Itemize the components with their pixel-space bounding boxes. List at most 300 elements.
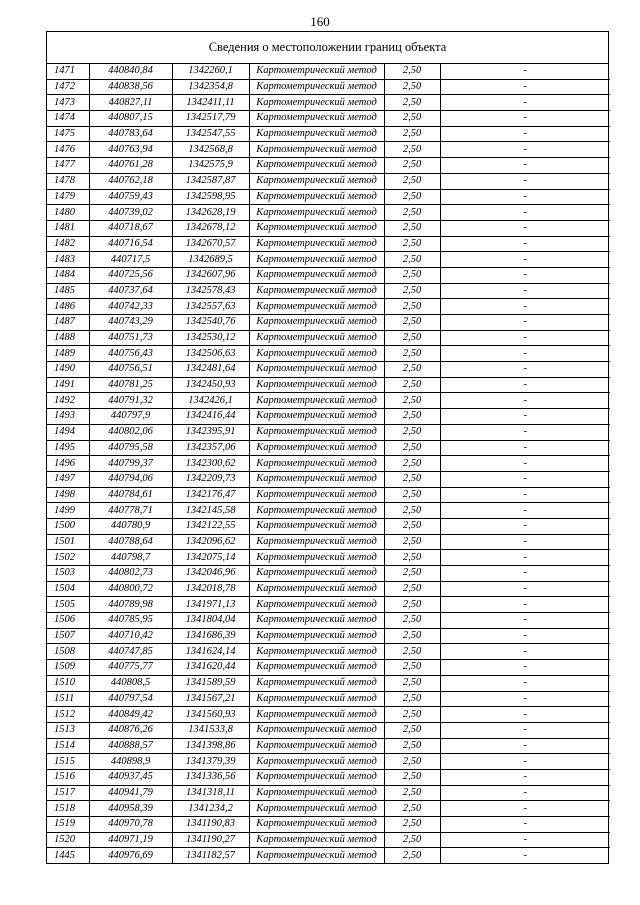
y-coordinate-cell: 1342209,73 <box>172 471 249 487</box>
x-coordinate-cell: 440737,64 <box>89 283 172 299</box>
table-row <box>47 283 610 299</box>
description-cell: - <box>440 409 610 425</box>
x-coordinate-cell: 440789,98 <box>89 597 172 613</box>
method-cell: Картометрический метод <box>249 754 384 770</box>
method-cell: Картометрический метод <box>249 362 384 378</box>
table-row <box>47 189 610 205</box>
x-coordinate-cell: 440763,94 <box>89 142 172 158</box>
y-coordinate-cell: 1341624,14 <box>172 644 249 660</box>
x-coordinate-cell: 440710,42 <box>89 628 172 644</box>
table-row <box>47 64 610 79</box>
x-coordinate-cell: 440759,43 <box>89 189 172 205</box>
x-coordinate-cell: 440725,56 <box>89 267 172 283</box>
accuracy-cell: 2,50 <box>384 660 440 676</box>
table-row <box>47 362 610 378</box>
accuracy-cell: 2,50 <box>384 722 440 738</box>
x-coordinate-cell: 440976,69 <box>89 848 172 863</box>
x-coordinate-cell: 440898,9 <box>89 754 172 770</box>
method-cell: Картометрический метод <box>249 220 384 236</box>
x-coordinate-cell: 440802,73 <box>89 566 172 582</box>
table-row <box>47 377 610 393</box>
table-row <box>47 817 610 833</box>
accuracy-cell: 2,50 <box>384 283 440 299</box>
description-cell: - <box>440 613 610 629</box>
accuracy-cell: 2,50 <box>384 440 440 456</box>
accuracy-cell: 2,50 <box>384 64 440 79</box>
table-row <box>47 424 610 440</box>
accuracy-cell: 2,50 <box>384 628 440 644</box>
method-cell: Картометрический метод <box>249 503 384 519</box>
accuracy-cell: 2,50 <box>384 832 440 848</box>
y-coordinate-cell: 1341560,93 <box>172 707 249 723</box>
description-cell: - <box>440 785 610 801</box>
point-number-cell: 1490 <box>47 362 89 378</box>
table-row <box>47 173 610 189</box>
x-coordinate-cell: 440970,78 <box>89 817 172 833</box>
method-cell: Картометрический метод <box>249 613 384 629</box>
x-coordinate-cell: 440827,11 <box>89 95 172 111</box>
description-cell: - <box>440 64 610 79</box>
point-number-cell: 1516 <box>47 769 89 785</box>
method-cell: Картометрический метод <box>249 205 384 221</box>
x-coordinate-cell: 440797,54 <box>89 691 172 707</box>
point-number-cell: 1518 <box>47 801 89 817</box>
description-cell: - <box>440 801 610 817</box>
accuracy-cell: 2,50 <box>384 236 440 252</box>
x-coordinate-cell: 440941,79 <box>89 785 172 801</box>
accuracy-cell: 2,50 <box>384 471 440 487</box>
x-coordinate-cell: 440778,71 <box>89 503 172 519</box>
y-coordinate-cell: 1341318,11 <box>172 785 249 801</box>
y-coordinate-cell: 1342517,79 <box>172 111 249 127</box>
description-cell: - <box>440 362 610 378</box>
description-cell: - <box>440 675 610 691</box>
accuracy-cell: 2,50 <box>384 754 440 770</box>
point-number-cell: 1481 <box>47 220 89 236</box>
table-row <box>47 95 610 111</box>
page-number: 160 <box>310 14 330 29</box>
method-cell: Картометрический метод <box>249 817 384 833</box>
table-row <box>47 722 610 738</box>
accuracy-cell: 2,50 <box>384 769 440 785</box>
method-cell: Картометрический метод <box>249 315 384 331</box>
y-coordinate-cell: 1341182,57 <box>172 848 249 863</box>
x-coordinate-cell: 440756,43 <box>89 346 172 362</box>
method-cell: Картометрический метод <box>249 440 384 456</box>
y-coordinate-cell: 1342598,95 <box>172 189 249 205</box>
point-number-cell: 1502 <box>47 550 89 566</box>
point-number-cell: 1520 <box>47 832 89 848</box>
y-coordinate-cell: 1342046,96 <box>172 566 249 582</box>
description-cell: - <box>440 173 610 189</box>
table-row <box>47 581 610 597</box>
x-coordinate-cell: 440800,72 <box>89 581 172 597</box>
point-number-cell: 1491 <box>47 377 89 393</box>
point-number-cell: 1485 <box>47 283 89 299</box>
table-row <box>47 754 610 770</box>
table-row <box>47 660 610 676</box>
method-cell: Картометрический метод <box>249 456 384 472</box>
method-cell: Картометрический метод <box>249 111 384 127</box>
accuracy-cell: 2,50 <box>384 550 440 566</box>
description-cell: - <box>440 707 610 723</box>
x-coordinate-cell: 440971,19 <box>89 832 172 848</box>
description-cell: - <box>440 236 610 252</box>
table-row <box>47 158 610 174</box>
method-cell: Картометрический метод <box>249 597 384 613</box>
description-cell: - <box>440 142 610 158</box>
x-coordinate-cell: 440807,15 <box>89 111 172 127</box>
x-coordinate-cell: 440716,54 <box>89 236 172 252</box>
x-coordinate-cell: 440780,9 <box>89 518 172 534</box>
point-number-cell: 1503 <box>47 566 89 582</box>
table-row <box>47 267 610 283</box>
description-cell: - <box>440 111 610 127</box>
accuracy-cell: 2,50 <box>384 173 440 189</box>
description-cell: - <box>440 503 610 519</box>
accuracy-cell: 2,50 <box>384 817 440 833</box>
table-row <box>47 236 610 252</box>
method-cell: Картометрический метод <box>249 267 384 283</box>
point-number-cell: 1471 <box>47 64 89 79</box>
point-number-cell: 1483 <box>47 252 89 268</box>
method-cell: Картометрический метод <box>249 173 384 189</box>
table-row <box>47 346 610 362</box>
y-coordinate-cell: 1342670,57 <box>172 236 249 252</box>
x-coordinate-cell: 440849,42 <box>89 707 172 723</box>
accuracy-cell: 2,50 <box>384 644 440 660</box>
accuracy-cell: 2,50 <box>384 158 440 174</box>
y-coordinate-cell: 1342122,55 <box>172 518 249 534</box>
accuracy-cell: 2,50 <box>384 534 440 550</box>
table-row <box>47 252 610 268</box>
table-row <box>47 550 610 566</box>
method-cell: Картометрический метод <box>249 581 384 597</box>
accuracy-cell: 2,50 <box>384 424 440 440</box>
y-coordinate-cell: 1342678,12 <box>172 220 249 236</box>
point-number-cell: 1513 <box>47 722 89 738</box>
point-number-cell: 1445 <box>47 848 89 863</box>
description-cell: - <box>440 126 610 142</box>
accuracy-cell: 2,50 <box>384 126 440 142</box>
description-cell: - <box>440 722 610 738</box>
table-row <box>47 393 610 409</box>
accuracy-cell: 2,50 <box>384 330 440 346</box>
y-coordinate-cell: 1341533,8 <box>172 722 249 738</box>
point-number-cell: 1486 <box>47 299 89 315</box>
x-coordinate-cell: 440784,61 <box>89 487 172 503</box>
y-coordinate-cell: 1342411,11 <box>172 95 249 111</box>
y-coordinate-cell: 1342628,19 <box>172 205 249 221</box>
description-cell: - <box>440 566 610 582</box>
method-cell: Картометрический метод <box>249 628 384 644</box>
point-number-cell: 1508 <box>47 644 89 660</box>
y-coordinate-cell: 1342176,47 <box>172 487 249 503</box>
table-row <box>47 503 610 519</box>
accuracy-cell: 2,50 <box>384 315 440 331</box>
description-cell: - <box>440 440 610 456</box>
table-row <box>47 848 610 863</box>
accuracy-cell: 2,50 <box>384 220 440 236</box>
point-number-cell: 1488 <box>47 330 89 346</box>
method-cell: Картометрический метод <box>249 189 384 205</box>
y-coordinate-cell: 1342395,91 <box>172 424 249 440</box>
point-number-cell: 1501 <box>47 534 89 550</box>
method-cell: Картометрический метод <box>249 236 384 252</box>
x-coordinate-cell: 440808,5 <box>89 675 172 691</box>
accuracy-cell: 2,50 <box>384 801 440 817</box>
accuracy-cell: 2,50 <box>384 409 440 425</box>
method-cell: Картометрический метод <box>249 518 384 534</box>
method-cell: Картометрический метод <box>249 566 384 582</box>
y-coordinate-cell: 1342450,93 <box>172 377 249 393</box>
point-number-cell: 1489 <box>47 346 89 362</box>
point-number-cell: 1475 <box>47 126 89 142</box>
table-row <box>47 628 610 644</box>
method-cell: Картометрический метод <box>249 707 384 723</box>
description-cell: - <box>440 220 610 236</box>
accuracy-cell: 2,50 <box>384 267 440 283</box>
table-row <box>47 801 610 817</box>
table-row <box>47 205 610 221</box>
point-number-cell: 1509 <box>47 660 89 676</box>
table-row <box>47 315 610 331</box>
accuracy-cell: 2,50 <box>384 205 440 221</box>
y-coordinate-cell: 1342530,12 <box>172 330 249 346</box>
accuracy-cell: 2,50 <box>384 848 440 863</box>
method-cell: Картометрический метод <box>249 330 384 346</box>
point-number-cell: 1473 <box>47 95 89 111</box>
table-row <box>47 79 610 95</box>
method-cell: Картометрический метод <box>249 471 384 487</box>
accuracy-cell: 2,50 <box>384 738 440 754</box>
point-number-cell: 1511 <box>47 691 89 707</box>
description-cell: - <box>440 158 610 174</box>
y-coordinate-cell: 1342557,63 <box>172 299 249 315</box>
table-row <box>47 409 610 425</box>
method-cell: Картометрический метод <box>249 848 384 863</box>
method-cell: Картометрический метод <box>249 79 384 95</box>
point-number-cell: 1499 <box>47 503 89 519</box>
method-cell: Картометрический метод <box>249 738 384 754</box>
description-cell: - <box>440 581 610 597</box>
y-coordinate-cell: 1342540,76 <box>172 315 249 331</box>
table-row <box>47 644 610 660</box>
x-coordinate-cell: 440751,73 <box>89 330 172 346</box>
point-number-cell: 1477 <box>47 158 89 174</box>
y-coordinate-cell: 1341567,21 <box>172 691 249 707</box>
accuracy-cell: 2,50 <box>384 377 440 393</box>
accuracy-cell: 2,50 <box>384 597 440 613</box>
x-coordinate-cell: 440958,39 <box>89 801 172 817</box>
method-cell: Картометрический метод <box>249 534 384 550</box>
accuracy-cell: 2,50 <box>384 785 440 801</box>
description-cell: - <box>440 315 610 331</box>
point-number-cell: 1505 <box>47 597 89 613</box>
table-row <box>47 675 610 691</box>
description-cell: - <box>440 346 610 362</box>
table-row <box>47 487 610 503</box>
description-cell: - <box>440 456 610 472</box>
x-coordinate-cell: 440717,5 <box>89 252 172 268</box>
table-title: Сведения о местоположении границ объекта <box>47 32 608 64</box>
description-cell: - <box>440 660 610 676</box>
accuracy-cell: 2,50 <box>384 95 440 111</box>
accuracy-cell: 2,50 <box>384 299 440 315</box>
description-cell: - <box>440 817 610 833</box>
point-number-cell: 1478 <box>47 173 89 189</box>
x-coordinate-cell: 440756,51 <box>89 362 172 378</box>
accuracy-cell: 2,50 <box>384 581 440 597</box>
coordinates-table <box>47 64 610 863</box>
y-coordinate-cell: 1341336,56 <box>172 769 249 785</box>
y-coordinate-cell: 1342096,62 <box>172 534 249 550</box>
accuracy-cell: 2,50 <box>384 675 440 691</box>
y-coordinate-cell: 1342426,1 <box>172 393 249 409</box>
x-coordinate-cell: 440761,28 <box>89 158 172 174</box>
table-row <box>47 471 610 487</box>
y-coordinate-cell: 1342300,62 <box>172 456 249 472</box>
method-cell: Картометрический метод <box>249 785 384 801</box>
accuracy-cell: 2,50 <box>384 518 440 534</box>
x-coordinate-cell: 440718,67 <box>89 220 172 236</box>
x-coordinate-cell: 440799,37 <box>89 456 172 472</box>
table-row <box>47 691 610 707</box>
table-row <box>47 126 610 142</box>
y-coordinate-cell: 1341589,59 <box>172 675 249 691</box>
y-coordinate-cell: 1342547,55 <box>172 126 249 142</box>
x-coordinate-cell: 440785,95 <box>89 613 172 629</box>
accuracy-cell: 2,50 <box>384 707 440 723</box>
x-coordinate-cell: 440739,02 <box>89 205 172 221</box>
y-coordinate-cell: 1342607,96 <box>172 267 249 283</box>
method-cell: Картометрический метод <box>249 377 384 393</box>
table-row <box>47 299 610 315</box>
boundary-table-sheet <box>46 31 609 864</box>
description-cell: - <box>440 754 610 770</box>
table-row <box>47 142 610 158</box>
point-number-cell: 1512 <box>47 707 89 723</box>
x-coordinate-cell: 440762,18 <box>89 173 172 189</box>
table-row <box>47 566 610 582</box>
point-number-cell: 1515 <box>47 754 89 770</box>
accuracy-cell: 2,50 <box>384 503 440 519</box>
table-row <box>47 534 610 550</box>
method-cell: Картометрический метод <box>249 299 384 315</box>
y-coordinate-cell: 1341804,04 <box>172 613 249 629</box>
description-cell: - <box>440 189 610 205</box>
y-coordinate-cell: 1342145,58 <box>172 503 249 519</box>
description-cell: - <box>440 299 610 315</box>
point-number-cell: 1495 <box>47 440 89 456</box>
x-coordinate-cell: 440888,57 <box>89 738 172 754</box>
accuracy-cell: 2,50 <box>384 487 440 503</box>
x-coordinate-cell: 440747,85 <box>89 644 172 660</box>
y-coordinate-cell: 1342357,06 <box>172 440 249 456</box>
x-coordinate-cell: 440838,56 <box>89 79 172 95</box>
y-coordinate-cell: 1342506,63 <box>172 346 249 362</box>
method-cell: Картометрический метод <box>249 722 384 738</box>
description-cell: - <box>440 95 610 111</box>
y-coordinate-cell: 1341379,39 <box>172 754 249 770</box>
method-cell: Картометрический метод <box>249 142 384 158</box>
method-cell: Картометрический метод <box>249 283 384 299</box>
x-coordinate-cell: 440840,84 <box>89 64 172 79</box>
method-cell: Картометрический метод <box>249 346 384 362</box>
accuracy-cell: 2,50 <box>384 142 440 158</box>
method-cell: Картометрический метод <box>249 691 384 707</box>
y-coordinate-cell: 1342416,44 <box>172 409 249 425</box>
description-cell: - <box>440 832 610 848</box>
point-number-cell: 1497 <box>47 471 89 487</box>
y-coordinate-cell: 1342575,9 <box>172 158 249 174</box>
table-row <box>47 456 610 472</box>
accuracy-cell: 2,50 <box>384 362 440 378</box>
point-number-cell: 1487 <box>47 315 89 331</box>
accuracy-cell: 2,50 <box>384 189 440 205</box>
point-number-cell: 1479 <box>47 189 89 205</box>
point-number-cell: 1494 <box>47 424 89 440</box>
table-row <box>47 440 610 456</box>
accuracy-cell: 2,50 <box>384 79 440 95</box>
y-coordinate-cell: 1342587,87 <box>172 173 249 189</box>
description-cell: - <box>440 628 610 644</box>
y-coordinate-cell: 1341234,2 <box>172 801 249 817</box>
description-cell: - <box>440 597 610 613</box>
y-coordinate-cell: 1341971,13 <box>172 597 249 613</box>
point-number-cell: 1498 <box>47 487 89 503</box>
description-cell: - <box>440 330 610 346</box>
point-number-cell: 1507 <box>47 628 89 644</box>
table-row <box>47 111 610 127</box>
point-number-cell: 1510 <box>47 675 89 691</box>
table-row <box>47 738 610 754</box>
accuracy-cell: 2,50 <box>384 613 440 629</box>
method-cell: Картометрический метод <box>249 644 384 660</box>
method-cell: Картометрический метод <box>249 158 384 174</box>
x-coordinate-cell: 440743,29 <box>89 315 172 331</box>
x-coordinate-cell: 440937,45 <box>89 769 172 785</box>
x-coordinate-cell: 440802,06 <box>89 424 172 440</box>
y-coordinate-cell: 1342075,14 <box>172 550 249 566</box>
method-cell: Картометрический метод <box>249 64 384 79</box>
point-number-cell: 1472 <box>47 79 89 95</box>
x-coordinate-cell: 440775,77 <box>89 660 172 676</box>
x-coordinate-cell: 440797,9 <box>89 409 172 425</box>
table-row <box>47 785 610 801</box>
point-number-cell: 1496 <box>47 456 89 472</box>
x-coordinate-cell: 440794,06 <box>89 471 172 487</box>
description-cell: - <box>440 377 610 393</box>
point-number-cell: 1506 <box>47 613 89 629</box>
y-coordinate-cell: 1342578,43 <box>172 283 249 299</box>
method-cell: Картометрический метод <box>249 832 384 848</box>
y-coordinate-cell: 1342260,1 <box>172 64 249 79</box>
accuracy-cell: 2,50 <box>384 691 440 707</box>
description-cell: - <box>440 424 610 440</box>
x-coordinate-cell: 440742,33 <box>89 299 172 315</box>
description-cell: - <box>440 518 610 534</box>
y-coordinate-cell: 1342354,8 <box>172 79 249 95</box>
y-coordinate-cell: 1342689,5 <box>172 252 249 268</box>
point-number-cell: 1493 <box>47 409 89 425</box>
x-coordinate-cell: 440795,58 <box>89 440 172 456</box>
method-cell: Картометрический метод <box>249 424 384 440</box>
point-number-cell: 1476 <box>47 142 89 158</box>
method-cell: Картометрический метод <box>249 487 384 503</box>
x-coordinate-cell: 440781,25 <box>89 377 172 393</box>
method-cell: Картометрический метод <box>249 675 384 691</box>
